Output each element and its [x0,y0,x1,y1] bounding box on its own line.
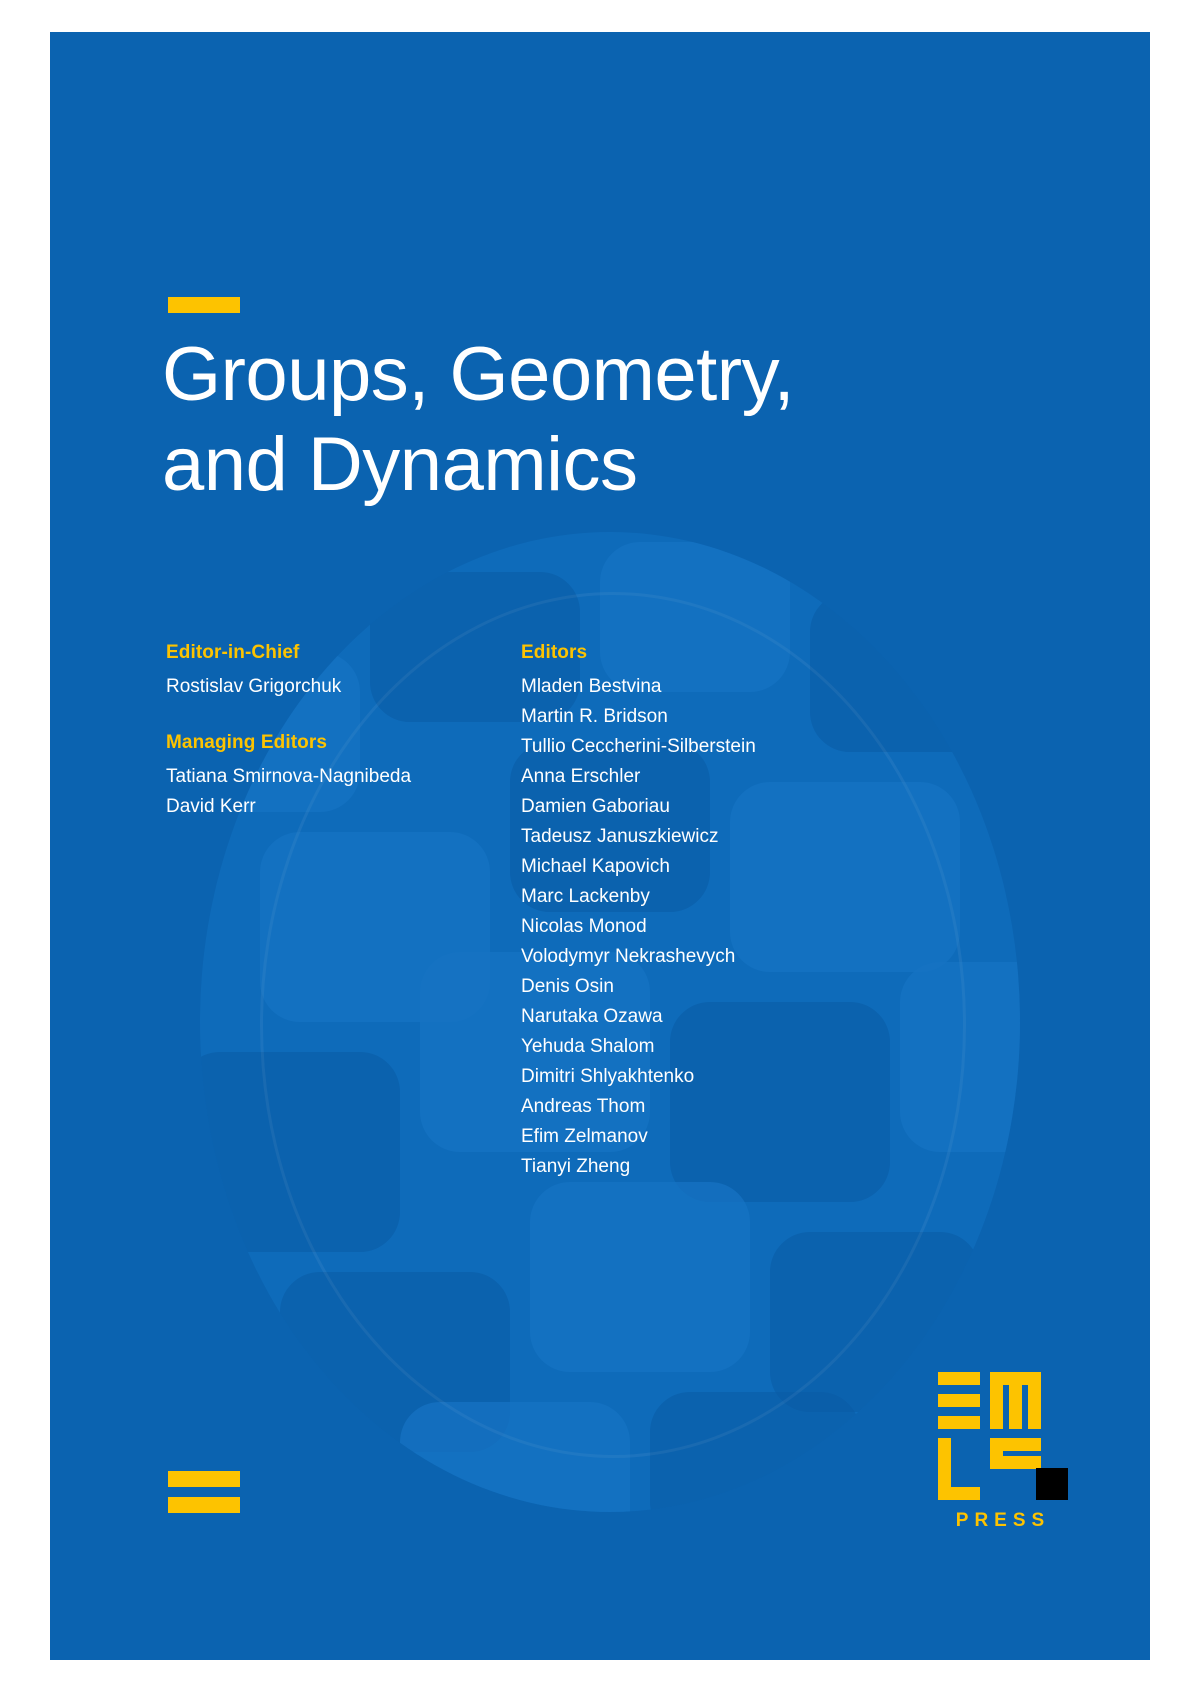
section-spacer [166,702,521,732]
list-item: Rostislav Grigorchuk [166,676,342,697]
list-item: David Kerr [166,796,256,817]
list-item: Mladen Bestvina [521,676,662,697]
list-item: Tianyi Zheng [521,1156,631,1177]
list-item: Tadeusz Januszkiewicz [521,826,719,847]
list-item: Marc Lackenby [521,886,650,907]
publisher-label: PRESS [955,1510,1051,1531]
journal-title-line-1: Groups, Geometry, [162,332,795,417]
page-title [162,330,1042,509]
editorial-board-left-column [166,642,521,1182]
bottom-accent-bar-lower [168,1497,240,1513]
list-item: Tatiana Smirnova-Nagnibeda [166,766,412,787]
editorial-board [166,642,1046,1182]
journal-title-line-2: and Dynamics [162,421,638,507]
top-accent-bar [168,297,240,313]
bottom-accent-bar-upper [168,1471,240,1487]
managing-editors-heading: Managing Editors [166,732,327,753]
cover-panel [50,32,1150,1660]
list-item: Narutaka Ozawa [521,1006,663,1027]
list-item: Damien Gaboriau [521,796,670,817]
list-item: Volodymyr Nekrashevych [521,946,736,967]
list-item: Martin R. Bridson [521,706,668,727]
editors-heading: Editors [521,642,588,663]
logo-square [1036,1468,1068,1500]
ems-logo-glyphs [938,1372,1068,1502]
editorial-board-right-column [521,642,1021,1182]
list-item: Efim Zelmanov [521,1126,648,1147]
list-item: Michael Kapovich [521,856,670,877]
ems-press-logo [938,1372,1068,1552]
list-item: Anna Erschler [521,766,641,787]
list-item: Nicolas Monod [521,916,647,937]
list-item: Denis Osin [521,976,614,997]
list-item: Andreas Thom [521,1096,646,1117]
editor-in-chief-heading: Editor-in-Chief [166,642,300,663]
list-item: Yehuda Shalom [521,1036,655,1057]
list-item: Dimitri Shlyakhtenko [521,1066,695,1087]
list-item: Tullio Ceccherini-Silberstein [521,736,756,757]
